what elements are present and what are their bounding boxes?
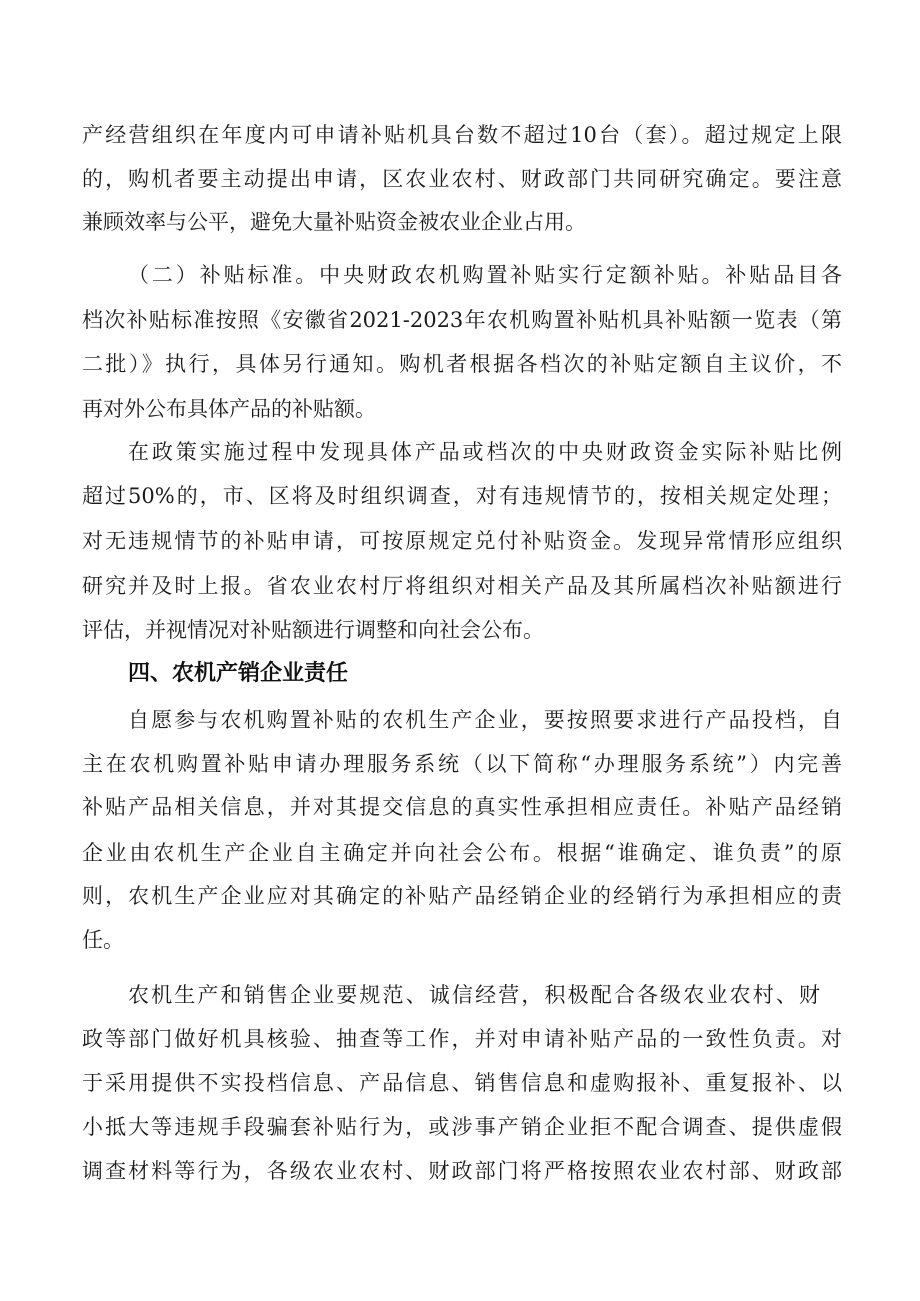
text-line: 对无违规情节的补贴申请，可按原规定兑付补贴资金。发现异常情形应组织	[82, 529, 842, 553]
text-line: 农机生产和销售企业要规范、诚信经营，积极配合各级农业农村、财	[128, 983, 820, 1007]
text-line: 于采用提供不实投档信息、产品信息、销售信息和虚购报补、重复报补、以	[82, 1071, 842, 1095]
text-line: 研究并及时上报。省农业农村厅将组织对相关产品及其所属档次补贴额进行	[82, 574, 842, 598]
text-line: 兼顾效率与公平，避免大量补贴资金被农业企业占用。	[82, 210, 586, 234]
text-line: 的，购机者要主动提出申请，区农业农村、财政部门共同研究确定。要注意	[82, 167, 842, 191]
text-line: 超过50%的，市、区将及时组织调查，对有违规情节的，按相关规定处理；	[82, 484, 842, 508]
text-line: 再对外公布具体产品的补贴额。	[82, 397, 376, 421]
text-line: 小抵大等违规手段骗套补贴行为，或涉事产销企业拒不配合调查、提供虚假	[82, 1115, 842, 1139]
text-line: 政等部门做好机具核验、抽查等工作，并对申请补贴产品的一致性负责。对	[82, 1027, 842, 1051]
text-line: 在政策实施过程中发现具体产品或档次的中央财政资金实际补贴比例	[128, 440, 842, 464]
text-line: 自愿参与农机购置补贴的农机生产企业，要按照要求进行产品投档，自	[128, 708, 842, 732]
text-line: 则，农机生产企业应对其确定的补贴产品经销企业的经销行为承担相应的责	[82, 884, 842, 908]
text-line: 二批）》执行，具体另行通知。购机者根据各档次的补贴定额自主议价，不	[82, 352, 842, 376]
text-line: 企业由农机生产企业自主确定并向社会公布。根据“谁确定、谁负责”的原	[82, 841, 842, 865]
section-heading: 四、农机产销企业责任	[128, 661, 349, 686]
text-line: 产经营组织在年度内可申请补贴机具台数不超过10台（套）。超过规定上限	[82, 123, 842, 147]
text-line: 评估，并视情况对补贴额进行调整和向社会公布。	[82, 618, 544, 642]
text-line: 任。	[82, 928, 124, 952]
text-line: 档次补贴标准按照《安徽省2021-2023年农机购置补贴机具补贴额一览表（第	[82, 308, 842, 332]
text-line: （二）补贴标准。中央财政农机购置补贴实行定额补贴。补贴品目各	[128, 263, 842, 287]
text-line: 补贴产品相关信息，并对其提交信息的真实性承担相应责任。补贴产品经销	[82, 795, 842, 819]
text-line: 调查材料等行为，各级农业农村、财政部门将严格按照农业农村部、财政部	[82, 1159, 842, 1183]
text-line: 主在农机购置补贴申请办理服务系统（以下简称“办理服务系统”）内完善	[82, 752, 842, 776]
